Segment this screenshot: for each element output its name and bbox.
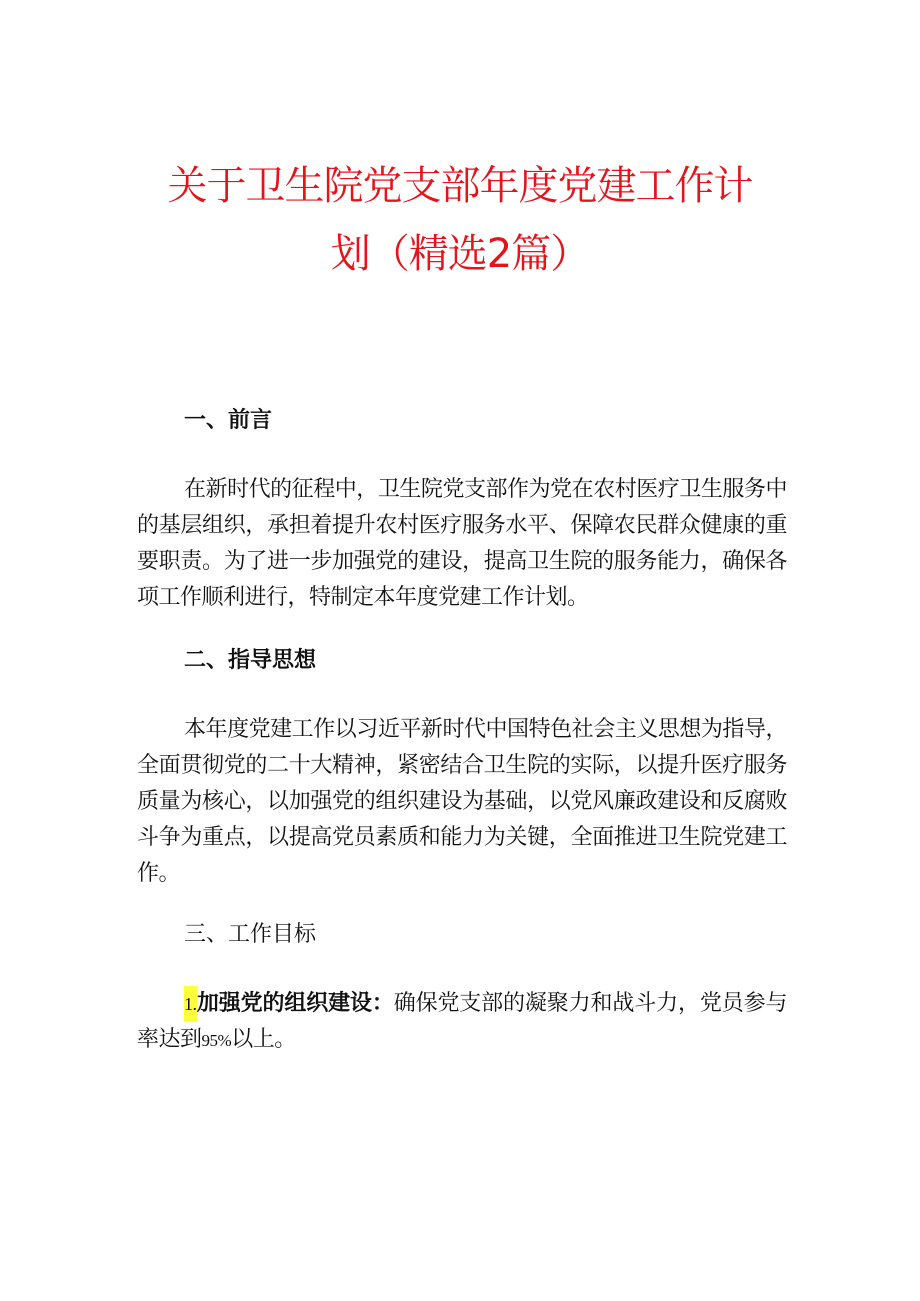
goal-item-percent: 95%: [201, 1031, 232, 1050]
goal-item-text-a: 确保党支部的凝聚力和战斗力，党员参与率达到: [137, 991, 787, 1052]
document-title: [130, 152, 790, 288]
goal-item-1: [137, 986, 787, 1059]
section-heading-preface: 一、前言: [184, 408, 273, 433]
section-body-preface: 在新时代的征程中，卫生院党支部作为党在农村医疗卫生服务中的基层组织，承担着提升农村医疗服务水平、保障农民群众健康的重要职责。为了进一步加强党的建设，提高卫生院的服务能力，确保各项工作顺利进行，特制定本年度党建工作计划。: [137, 477, 787, 610]
goal-item-text-b: 以上。: [231, 1027, 296, 1052]
title-line-2: 划（精选2篇）: [330, 231, 590, 277]
section-heading-guiding-ideology: 二、指导思想: [184, 648, 317, 673]
goal-item-number: 1.: [184, 986, 197, 1022]
goal-item-label: 加强党的组织建设：: [196, 991, 394, 1016]
section-heading-work-goals: 三、工作目标: [184, 922, 317, 947]
section-body-guiding-ideology: 本年度党建工作以习近平新时代中国特色社会主义思想为指导，全面贯彻党的二十大精神，紧密结合卫生院的实际，以提升医疗服务质量为核心，以加强党的组织建设为基础，以党风廉政建设和反腐败斗争为重点，以提高党员素质和能力为关键，全面推进卫生院党建工作。: [137, 717, 787, 886]
title-line-1: 关于卫生院党支部年度党建工作计: [167, 163, 753, 209]
